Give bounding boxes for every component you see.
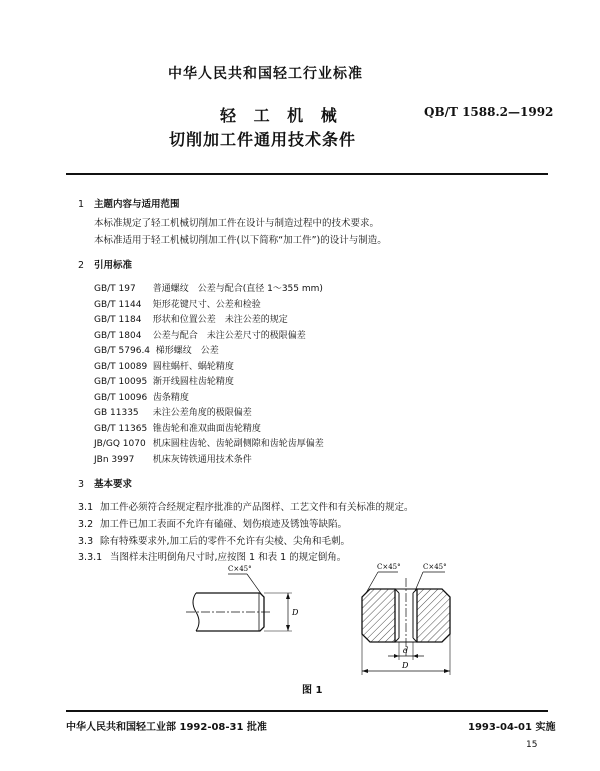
section-1-heading: 1 主题内容与适用范围 xyxy=(78,199,180,210)
clause-3-3-1: 3.3.1 当图样未注明倒角尺寸时,应按图 1 和表 1 的规定倒角。 xyxy=(78,552,347,563)
approval-text: 中华人民共和国轻工业部 1992-08-31 批准 xyxy=(66,722,267,733)
bore-diameter-label: d xyxy=(403,646,409,655)
list-item: JB/GQ 1070 机床圆柱齿轮、齿轮副侧隙和齿轮齿厚偏差 xyxy=(94,439,324,449)
figure-1-chamfer-drawing xyxy=(0,560,600,680)
standard-code: QB/T 1588.2—1992 xyxy=(424,105,554,119)
shaft-diameter-label: D xyxy=(292,608,299,617)
list-item: GB/T 10095 渐开线圆柱齿轮精度 xyxy=(94,377,234,387)
footer-rule xyxy=(66,710,548,712)
clause-3-2: 3.2 加工件已加工表面不允许有磕碰、划伤痕迹及锈蚀等缺陷。 xyxy=(78,519,348,530)
section-1-paragraph-1: 本标准规定了轻工机械切削加工件在设计与制造过程中的技术要求。 xyxy=(94,218,380,229)
list-item: GB/T 10096 齿条精度 xyxy=(94,392,189,403)
list-item: GB/T 5796.4 梯形螺纹 公差 xyxy=(94,346,219,356)
page-number: 15 xyxy=(526,740,538,750)
section-1-paragraph-2: 本标准适用于轻工机械切削加工件(以下简称“加工件”)的设计与制造。 xyxy=(94,235,387,246)
section-3-heading: 3 基本要求 xyxy=(78,479,133,490)
list-item: GB/T 1804 公差与配合 未注公差尺寸的极限偏差 xyxy=(94,330,306,341)
list-item: GB 11335 未注公差角度的极限偏差 xyxy=(94,408,252,418)
list-item: GB/T 10089 圆柱蜗杆、蜗轮精度 xyxy=(94,361,234,372)
shaft-chamfer-label: C×45° xyxy=(228,565,252,573)
list-item: GB/T 11365 锥齿轮和准双曲面齿轮精度 xyxy=(94,423,261,434)
shaft-drawing xyxy=(186,574,292,631)
outer-diameter-label: D xyxy=(402,661,409,670)
section-2-heading: 2 引用标准 xyxy=(78,260,133,271)
title-line-1: 轻 工 机 械 xyxy=(220,106,343,125)
org-title: 中华人民共和国轻工行业标准 xyxy=(168,66,363,82)
bushing-chamfer-label-right: C×45° xyxy=(423,563,447,571)
bushing-section-drawing xyxy=(362,572,450,675)
list-item: JBn 3997 机床灰铸铁通用技术条件 xyxy=(94,454,252,465)
referenced-standards-list xyxy=(94,282,324,468)
header-rule xyxy=(66,173,548,175)
list-item: GB/T 1144 矩形花键尺寸、公差和检验 xyxy=(94,299,261,310)
clause-3-1: 3.1 加工件必须符合经规定程序批准的产品图样、工艺文件和有关标准的规定。 xyxy=(78,502,414,513)
bushing-chamfer-label-left: C×45° xyxy=(377,563,401,571)
list-item: GB/T 197 普通螺纹 公差与配合(直径 1～355 mm) xyxy=(94,284,323,294)
title-line-2: 切削加工件通用技术条件 xyxy=(169,130,357,149)
list-item: GB/T 1184 形状和位置公差 未注公差的规定 xyxy=(94,315,288,325)
effective-date: 1993-04-01 实施 xyxy=(468,722,556,733)
clause-3-3: 3.3 除有特殊要求外,加工后的零件不允许有尖棱、尖角和毛刺。 xyxy=(78,536,351,547)
figure-caption: 图 1 xyxy=(302,685,323,696)
